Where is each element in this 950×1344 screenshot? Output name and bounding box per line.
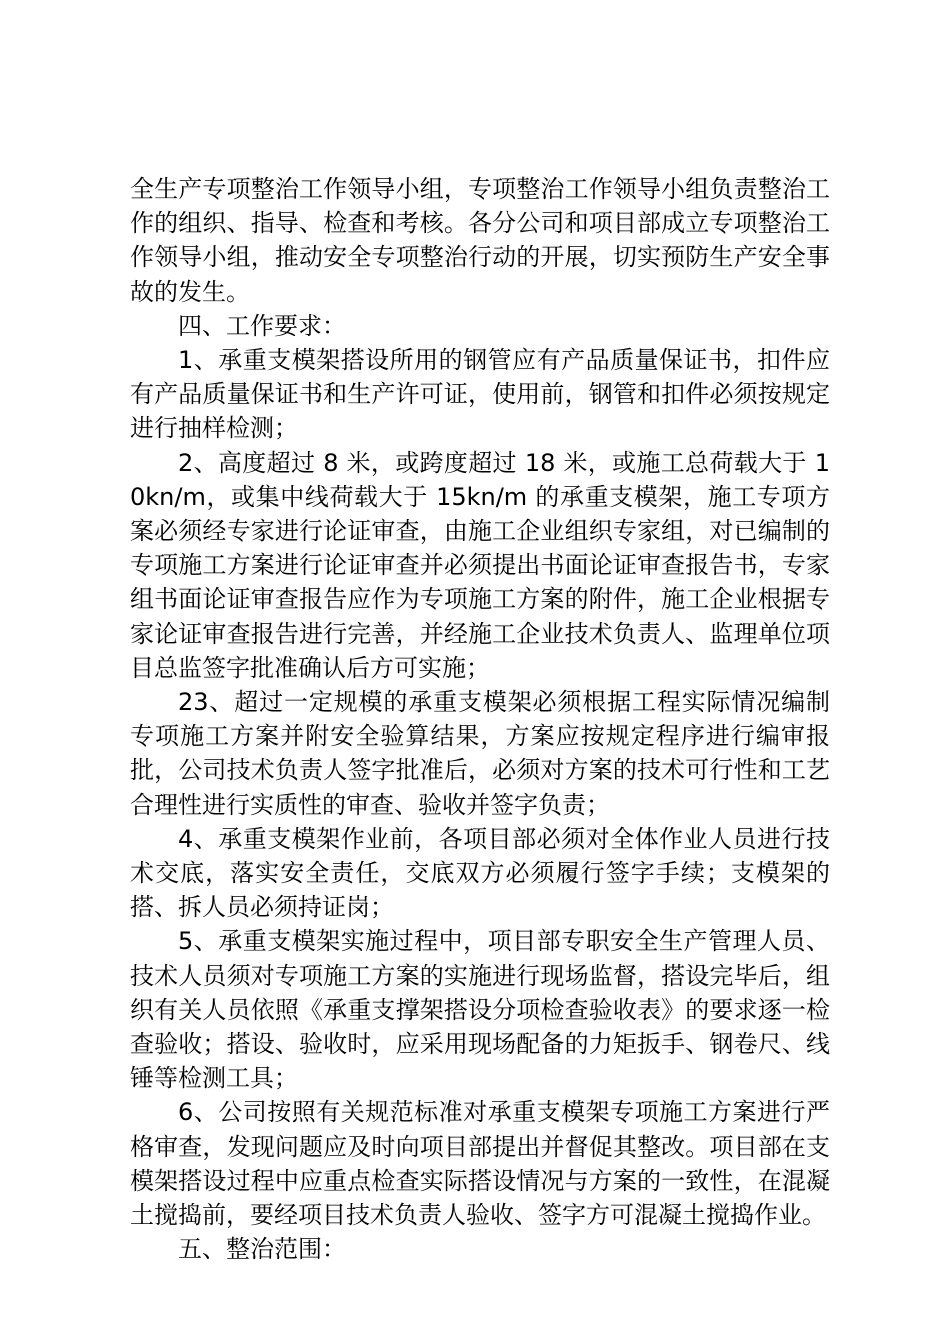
requirement-item-3: 23、超过一定规模的承重支模架必须根据工程实际情况编制专项施工方案并附安全验算结果，方案应按规定程序进行编审报批，公司技术负责人签字批准后，必须对方案的技术可行性和工艺合理性进行实质性的审查、验收并签字负责； xyxy=(130,688,830,819)
requirement-item-5: 5、承重支模架实施过程中，项目部专职安全生产管理人员、技术人员须对专项施工方案的实施进行现场监督，搭设完毕后，组织有关人员依照《承重支撑架搭设分项检查验收表》的要求逐一检查验收；搭设、验收时，应采用现场配备的力矩扳手、钢卷尺、线锤等检测工具； xyxy=(130,927,830,1093)
requirement-item-6: 6、公司按照有关规范标准对承重支模架专项施工方案进行严格审查，发现问题应及时向项目部提出并督促其整改。项目部在支模架搭设过程中应重点检查实际搭设情况与方案的一致性，在混凝土搅捣前，要经项目技术负责人验收、签字方可混凝土搅捣作业。 xyxy=(130,1098,830,1230)
requirement-item-2: 2、高度超过 8 米，或跨度超过 18 米，或施工总荷载大于 10kn/m，或集中线荷载大于 15kn/m 的承重支模架，施工专项方案必须经专家进行论证审查，由施工企业组织专家组，对已编制的专项施工方案进行论证审查并必须提出书面论证审查报告书，专家组书面论证审查报告应作为专项施工方案的附件，施工企业根据专家论证审查报告进行完善，并经施工企业技术负责人、监理单位项目总监签字批准确认后方可实施； xyxy=(130,448,830,682)
heading-remediation-scope: 五、整治范围： xyxy=(178,1235,346,1264)
document-page xyxy=(130,172,830,1267)
requirement-item-1: 1、承重支模架搭设所用的钢管应有产品质量保证书，扣件应有产品质量保证书和生产许可证，使用前，钢管和扣件必须按规定进行抽样检测； xyxy=(130,346,830,443)
paragraph-leading-group: 全生产专项整治工作领导小组，专项整治工作领导小组负责整治工作的组织、指导、检查和考核。各分公司和项目部成立专项整治工作领导小组，推动安全专项整治行动的开展，切实预防生产安全事故的发生。 xyxy=(130,175,830,306)
heading-work-requirements: 四、工作要求： xyxy=(178,311,346,340)
requirement-item-4: 4、承重支模架作业前，各项目部必须对全体作业人员进行技术交底，落实安全责任，交底双方必须履行签字手续；支模架的搭、拆人员必须持证岗； xyxy=(130,824,830,922)
